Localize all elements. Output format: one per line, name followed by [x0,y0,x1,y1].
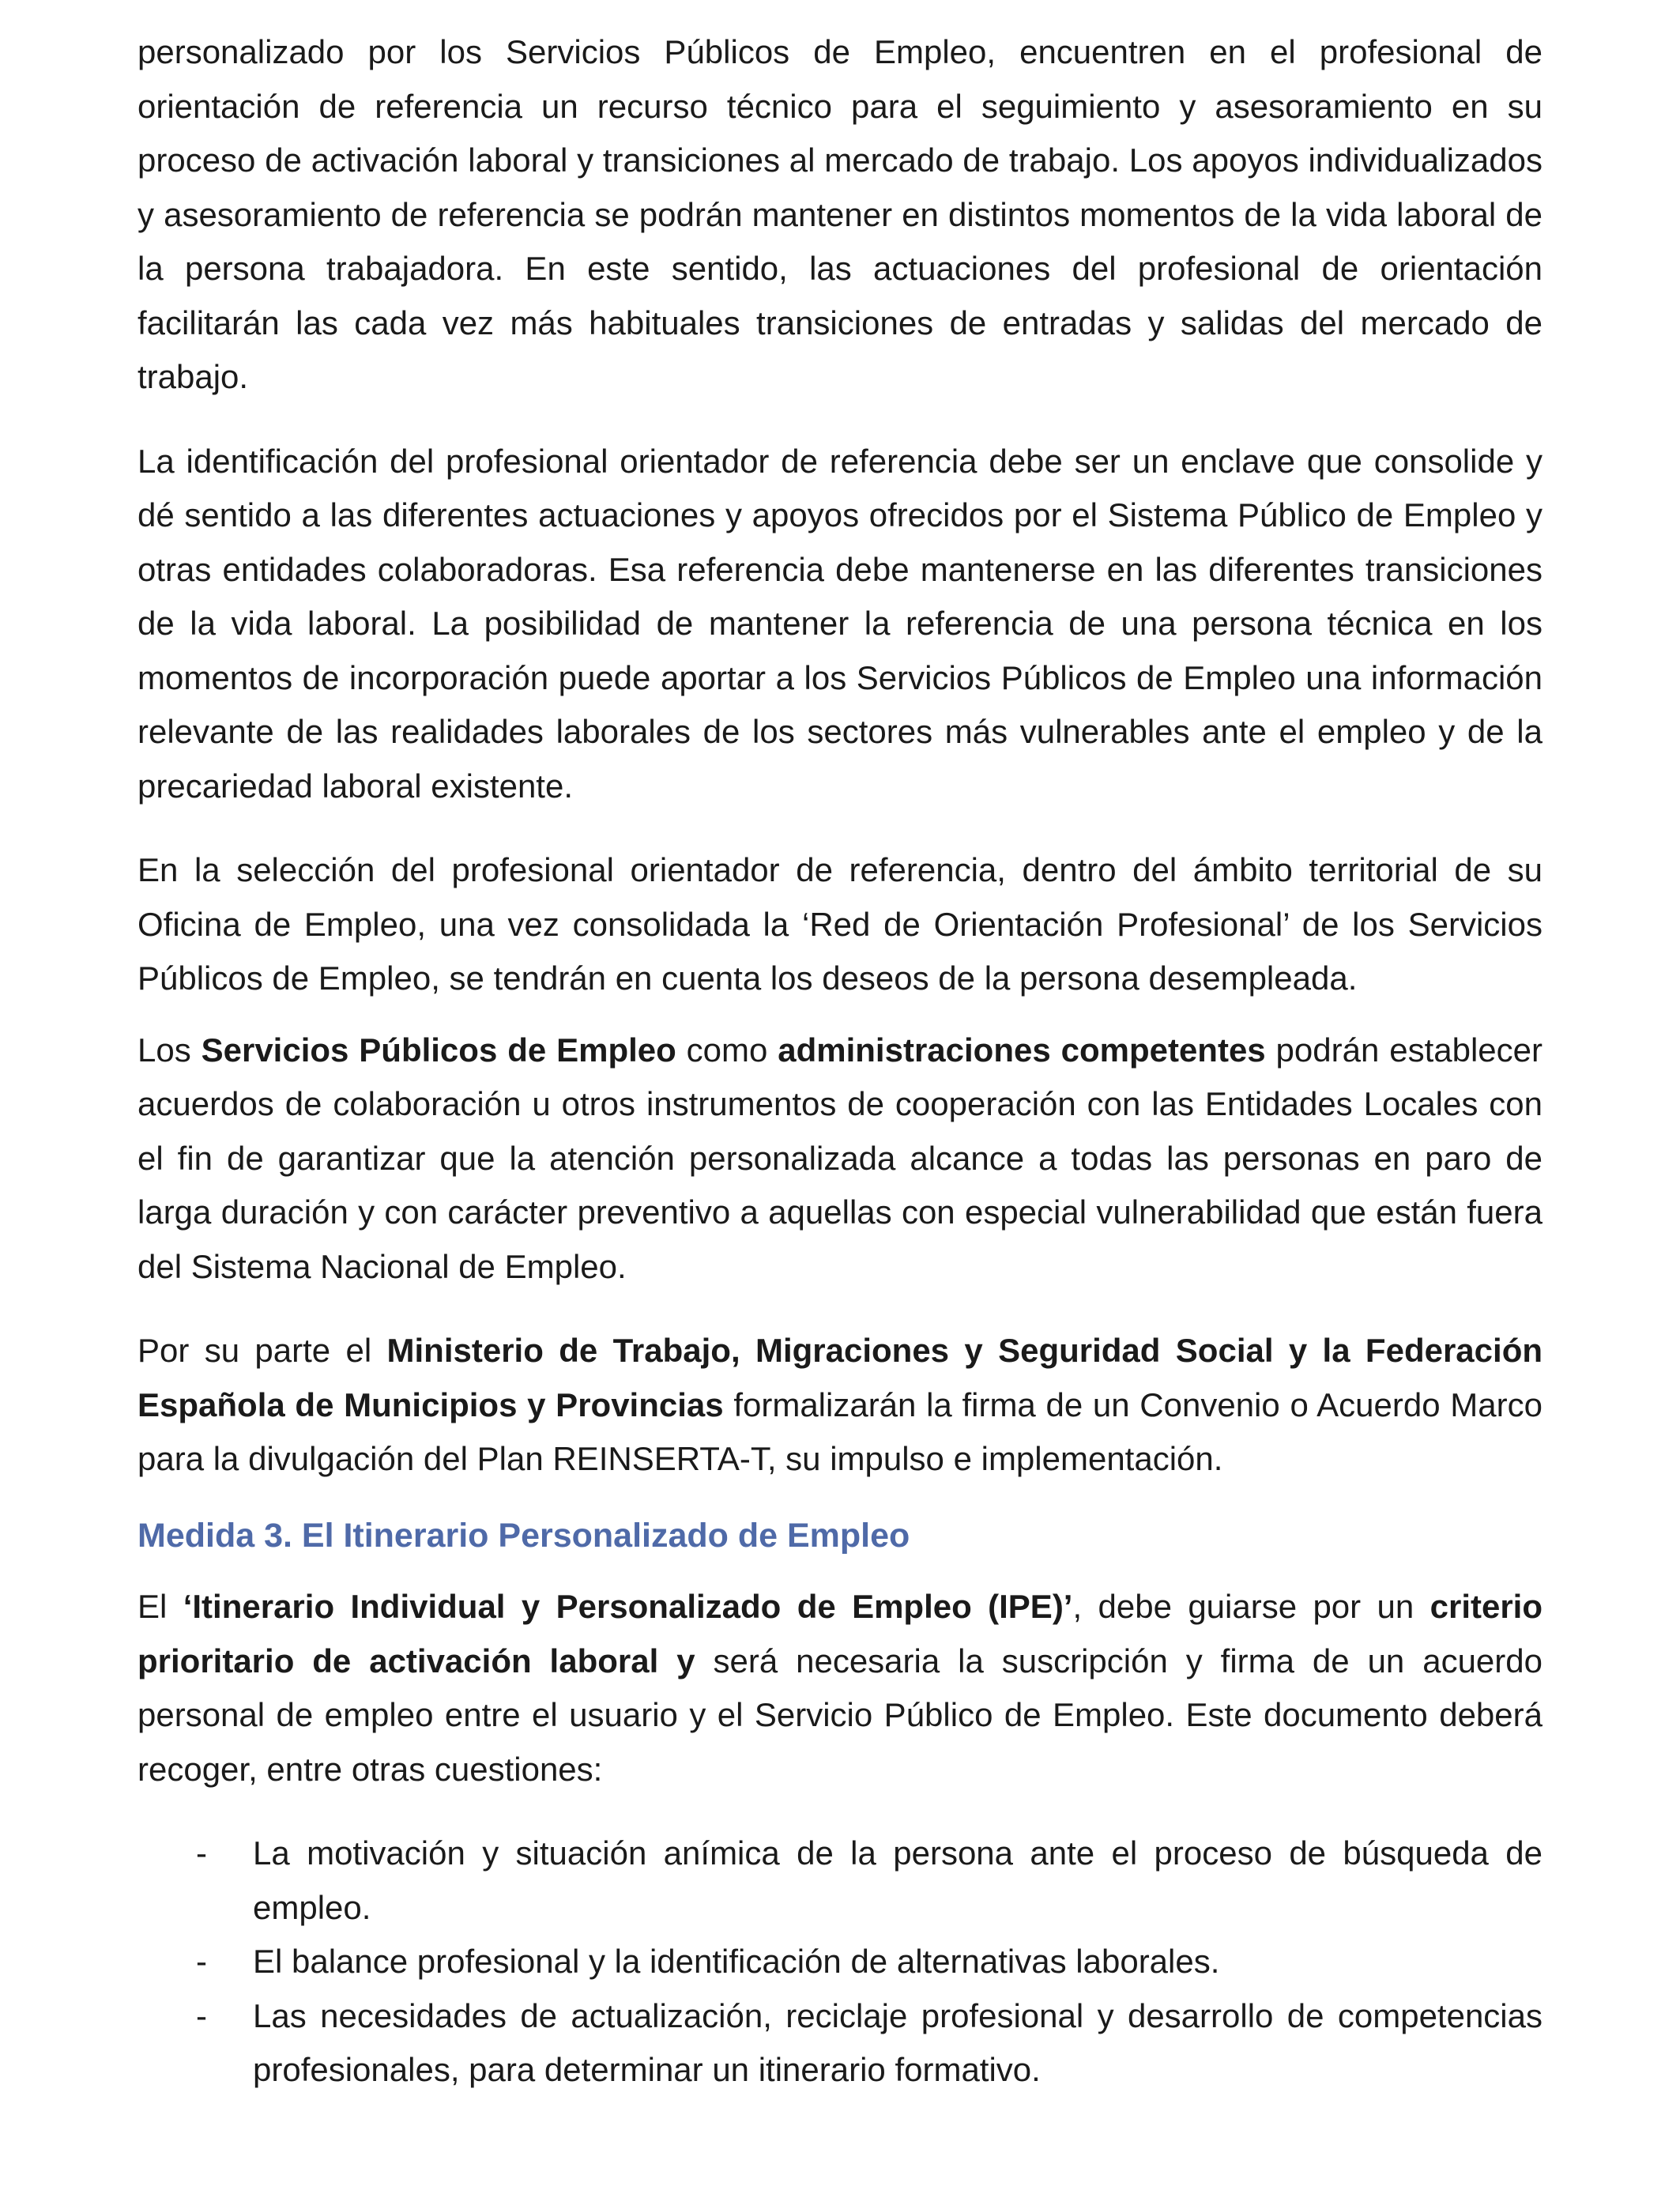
paragraph-5-bold-a: Ministerio de Trabajo, Migraciones y Seguridad Social y la Federación Española de Municipios y Provincias [137,1332,1543,1423]
paragraph-5-text-b: formalizarán la firma de un Convenio o Acuerdo Marco para la divulgación del Plan REINSERTA-T, su impulso e implementación. [137,1385,1543,1477]
bullet-list [137,1826,1543,2098]
paragraph-2-text: La identificación del profesional orientador de referencia debe ser un enclave que consolide y dé sentido a las diferentes actuaciones y apoyos ofrecidos por el Sistema Público de Empleo y otras entidades colaboradoras. Esa referencia debe mantenerse en las diferentes transiciones de la vida laboral. La posibilidad de mantener la referencia de una persona técnica en los momentos de incorporación puede aportar a los Servicios Públicos de Empleo una información relevante de las realidades laborales de los sectores más vulnerables ante el empleo y de la precariedad laboral existente. [137,442,1543,805]
paragraph-4-text-b: como [676,1031,778,1069]
document-page [137,25,1543,2098]
list-item [137,1989,1543,2098]
list-item-text: La motivación y situación anímica de la persona ante el proceso de búsqueda de empleo. [253,1834,1543,1926]
paragraph-3 [137,843,1543,1006]
paragraph-5 [137,1324,1543,1487]
paragraph-3-text: En la selección del profesional orientador de referencia, dentro del ámbito territorial de su Oficina de Empleo, una vez consolidada la ‘Red de Orientación Profesional’ de los Servicios Públicos de Empleo, se tendrán en cuenta los deseos de la persona desempleada. [137,851,1543,997]
paragraph-6-bold-b: criterio prioritario de activación laboral y [137,1588,1543,1679]
bullet-dash: - [196,1834,207,1872]
section-heading: Medida 3. El Itinerario Personalizado de Empleo [137,1516,910,1555]
paragraph-6-bold-a: ‘Itinerario Individual y Personalizado de Empleo (IPE)’ [183,1588,1073,1625]
bullet-dash: - [196,1996,207,2034]
paragraph-6-text-a: El [137,1588,183,1625]
paragraph-4-text-a: Los [137,1031,202,1069]
paragraph-1 [137,25,1543,405]
paragraph-4-bold-a: Servicios Públicos de Empleo [201,1031,676,1069]
paragraph-4-text-c: podrán establecer acuerdos de colaboración u otros instrumentos de cooperación con las Entidades Locales con el fin de garantizar que la atención personalizada alcance a todas las personas en paro de larga duración y con carácter preventivo a aquellas con especial vulnerabilidad que están fuera del Sistema Nacional de Empleo. [137,1031,1543,1285]
list-item [137,1826,1543,1935]
paragraph-6 [137,1580,1543,1796]
paragraph-1-text: personalizado por los Servicios Públicos de Empleo, encuentren en el profesional de orientación de referencia un recurso técnico para el seguimiento y asesoramiento en su proceso de activación laboral y transiciones al mercado de trabajo. Los apoyos individualizados y asesoramiento de referencia se podrán mantener en distintos momentos de la vida laboral de la persona trabajadora. En este sentido, las actuaciones del profesional de orientación facilitarán las cada vez más habituales transiciones de entradas y salidas del mercado de trabajo. [137,33,1543,395]
paragraph-4-bold-b: administraciones competentes [778,1031,1266,1069]
list-item-text: Las necesidades de actualización, reciclaje profesional y desarrollo de competencias profesionales, para determinar un itinerario formativo. [253,1996,1543,2088]
paragraph-5-text-a: Por su parte el [137,1332,387,1369]
list-item-text: El balance profesional y la identificación de alternativas laborales. [253,1943,1220,1980]
bullet-dash: - [196,1943,207,1980]
paragraph-4 [137,1023,1543,1295]
paragraph-6-text-c: será necesaria la suscripción y firma de un acuerdo personal de empleo entre el usuario y el Servicio Público de Empleo. Este documento deberá recoger, entre otras cuestiones: [137,1642,1543,1788]
paragraph-2 [137,435,1543,814]
list-item [137,1935,1543,1989]
paragraph-6-text-b: , debe guiarse por un [1072,1588,1430,1625]
